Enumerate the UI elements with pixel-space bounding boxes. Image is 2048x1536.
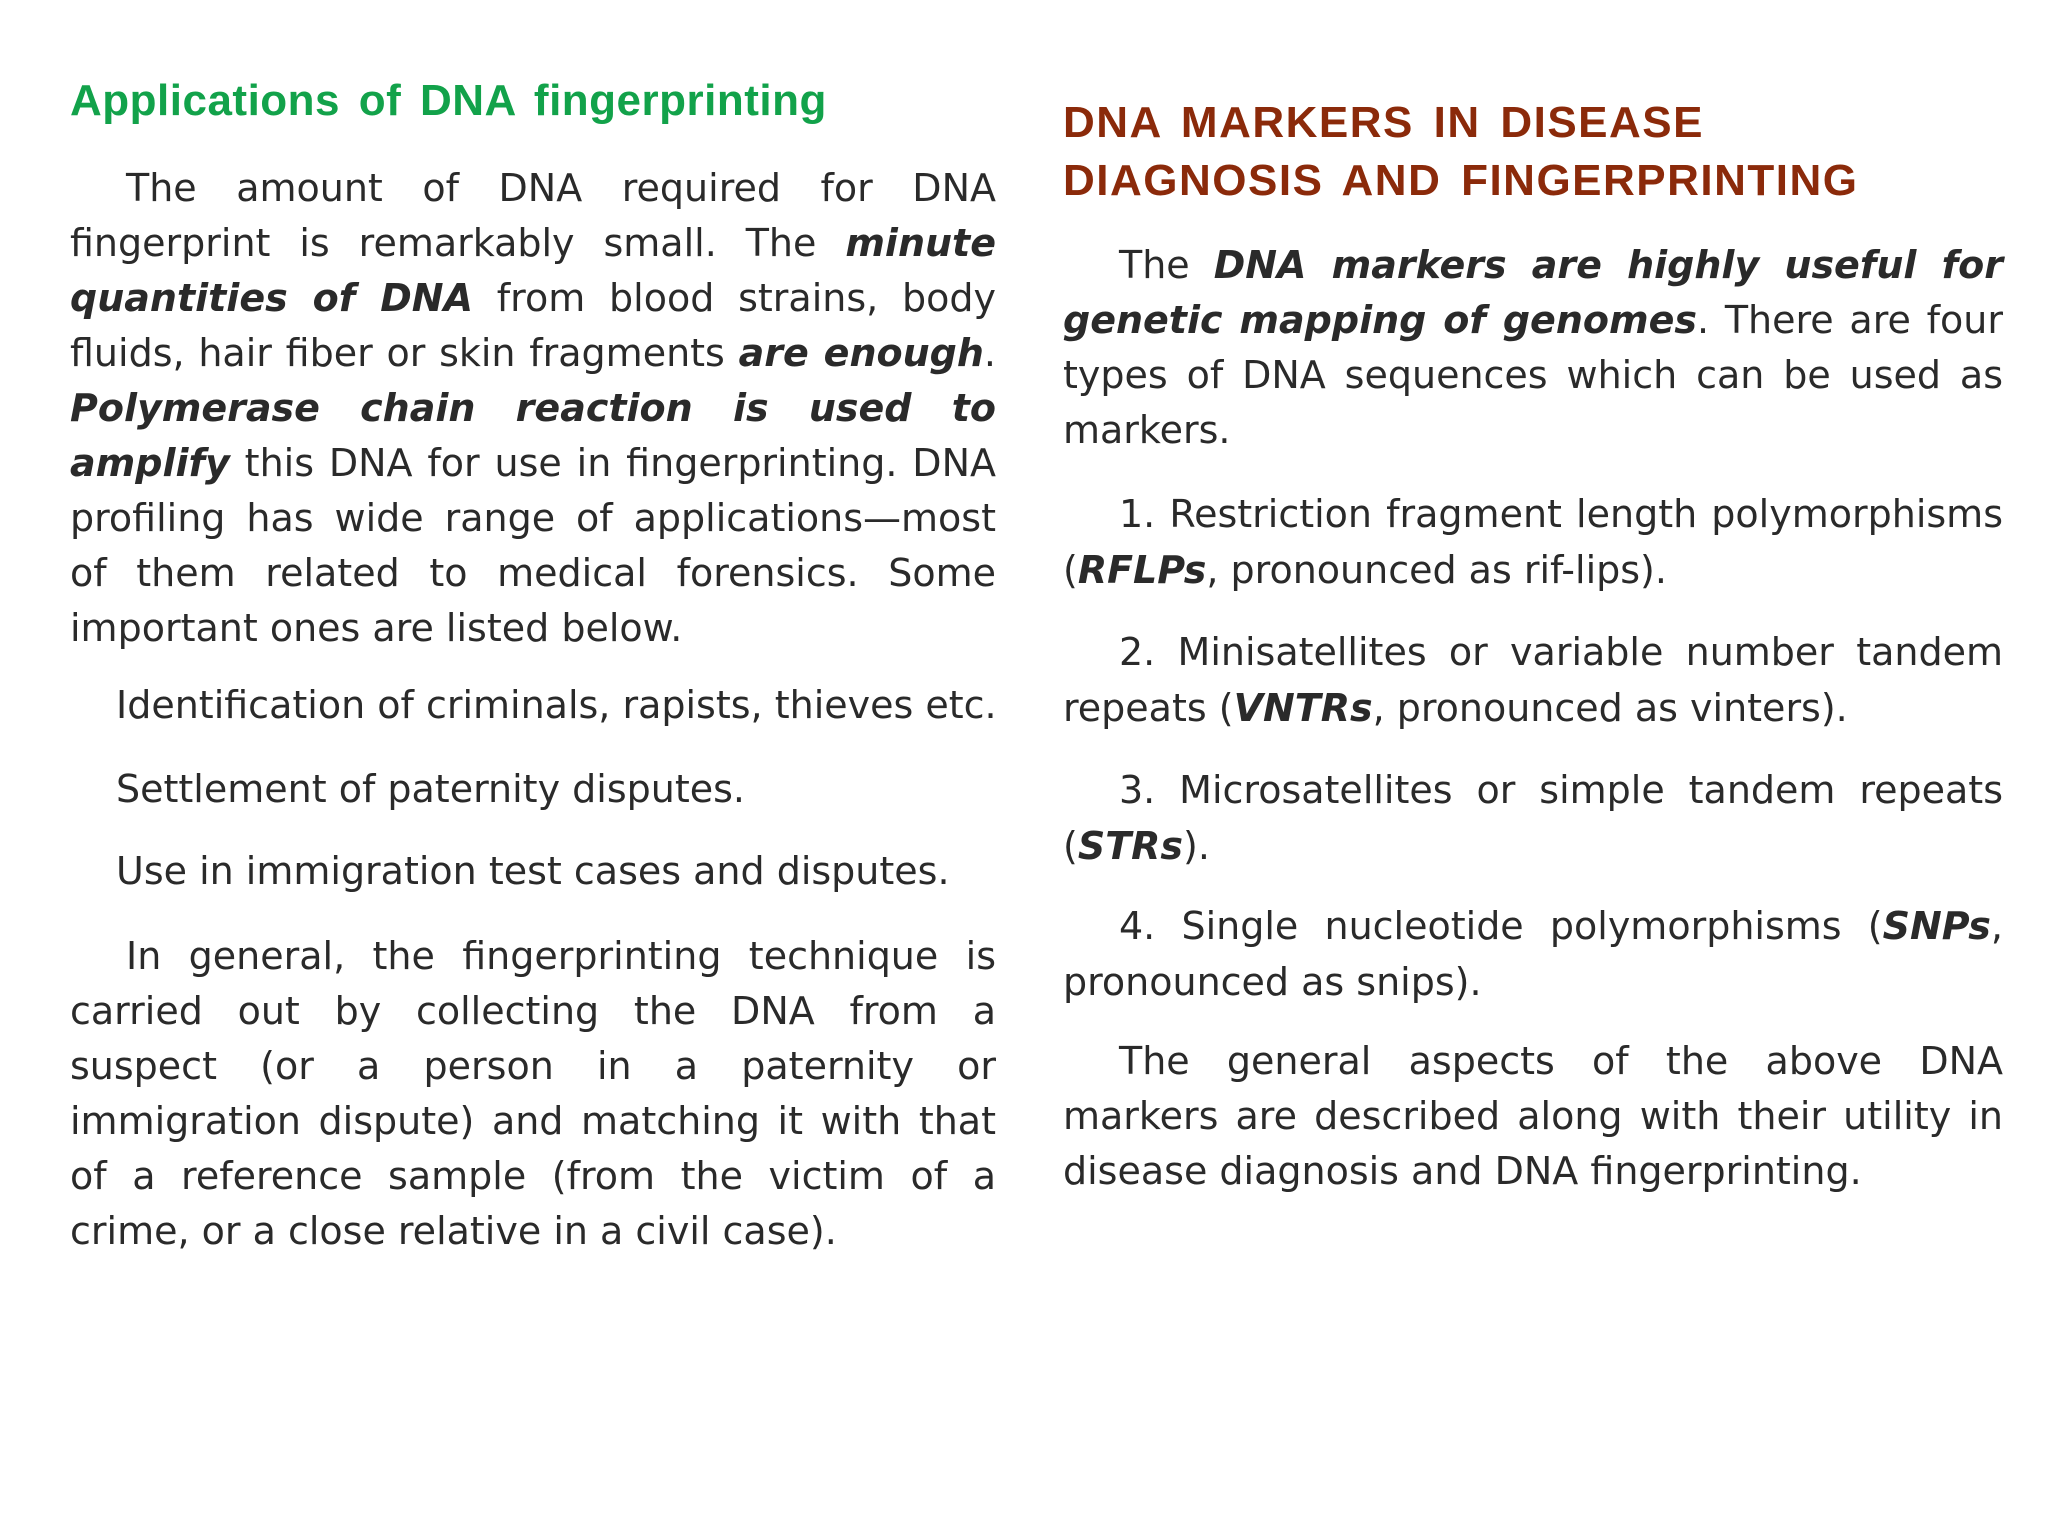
- marker-abbreviation: RFLPs: [1077, 548, 1207, 592]
- marker-item-text: , pronounced as rif-lips).: [1206, 548, 1667, 592]
- marker-item-text: 2. Minisatellites or variable number tandem repeats (: [1063, 630, 2003, 730]
- intro-text-2: from blood strains, body fluids, hair fiber or skin fragments: [70, 276, 996, 375]
- intro-text-3: .: [983, 331, 997, 375]
- intro-paragraph: [70, 161, 996, 656]
- heading-line-1: DNA MARKERS IN DISEASE: [1063, 98, 1704, 147]
- marker-item-text: 3. Microsatellites or simple tandem repeats (: [1063, 768, 2003, 868]
- intro-emphasis-1: minute quantities of DNA: [70, 221, 996, 320]
- marker-item: [1063, 486, 2003, 598]
- marker-item: [1063, 624, 2003, 736]
- closing-paragraph: In general, the fingerprinting technique is carried out by collecting the DNA from a suspect (or a person in a paternity or immigration dispute) and matching it with that of a reference sample (from the victim of a crime, or a close relative in a civil case).: [70, 934, 996, 1253]
- markers-closing-paragraph: The general aspects of the above DNA markers are described along with their utility in disease diagnosis and DNA fingerprinting.: [1063, 1039, 2003, 1193]
- marker-item-text: , pronounced as vinters).: [1372, 686, 1848, 730]
- markers-intro-text-1: The: [1119, 243, 1214, 287]
- marker-abbreviation: STRs: [1077, 824, 1183, 868]
- marker-item-text: , pronounced as snips).: [1063, 904, 2003, 1004]
- marker-abbreviation: VNTRs: [1233, 686, 1373, 730]
- marker-item-text: 1. Restriction fragment length polymorphisms (: [1063, 492, 2003, 592]
- marker-item-text: 4. Single nucleotide polymorphisms (: [1119, 904, 1883, 948]
- list-item: Use in immigration test cases and disputes.: [116, 849, 950, 893]
- heading-line-2: DIAGNOSIS AND FINGERPRINTING: [1063, 156, 1859, 205]
- marker-item: [1063, 898, 2003, 1010]
- list-item: Identification of criminals, rapists, thieves etc.: [116, 683, 997, 727]
- markers-intro-paragraph: [1063, 238, 2003, 458]
- intro-emphasis-2: are enough: [738, 331, 984, 375]
- markers-intro-emphasis: DNA markers are highly useful for genetic mapping of genomes: [1063, 243, 2003, 342]
- marker-item: [1063, 762, 2003, 874]
- section-heading-dna-markers: [1063, 94, 1859, 210]
- markers-intro-text-2: . There are four types of DNA sequences which can be used as markers.: [1063, 298, 2003, 452]
- marker-abbreviation: SNPs: [1882, 904, 1991, 948]
- intro-text-1: The amount of DNA required for DNA fingerprint is remarkably small. The: [70, 166, 996, 265]
- intro-emphasis-3: Polymerase chain reaction is used to amplify: [70, 386, 996, 485]
- intro-text-4: this DNA for use in fingerprinting. DNA profiling has wide range of applications—most of them related to medical forensics. Some important ones are listed below.: [70, 441, 996, 650]
- marker-item-text: ).: [1183, 824, 1210, 868]
- list-item: Settlement of paternity disputes.: [116, 767, 745, 811]
- section-heading-applications: Applications of DNA fingerprinting: [70, 76, 827, 125]
